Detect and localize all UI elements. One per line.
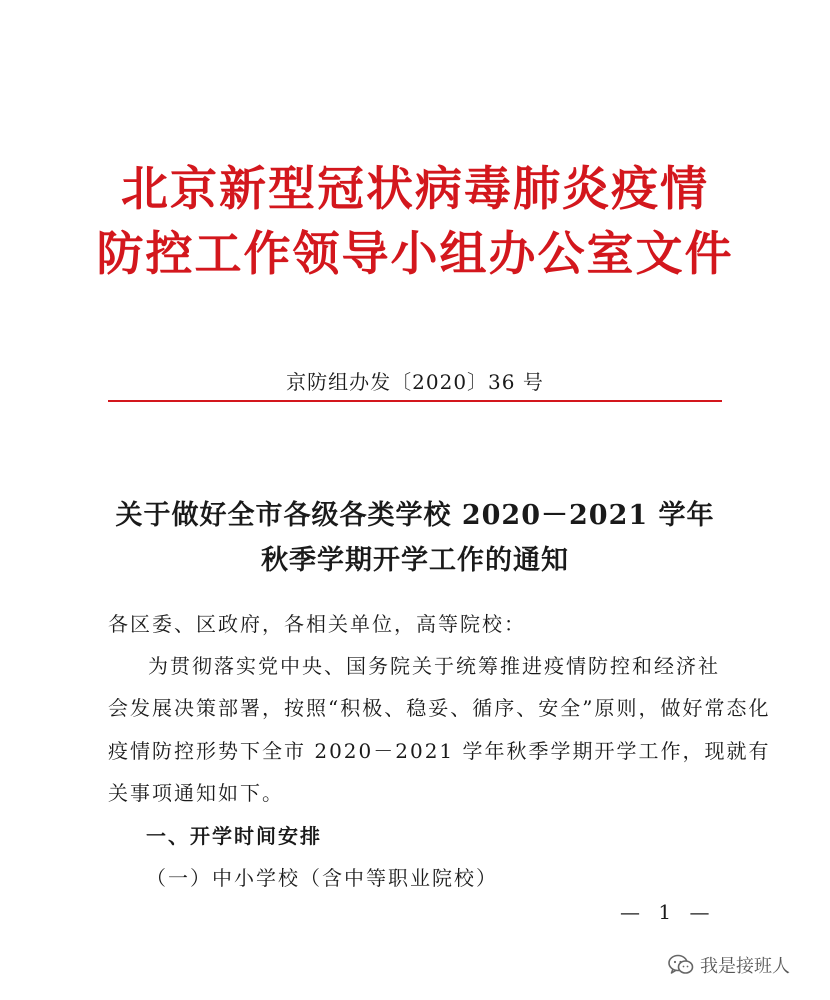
notice-title-line-1: 关于做好全市各级各类学校 2020－2021 学年 — [115, 500, 715, 531]
subsection-heading: （一）中小学校（含中等职业院校） — [146, 866, 498, 890]
body-line: 关事项通知如下。 — [108, 781, 284, 805]
masthead-line-1: 北京新型冠状病毒肺炎疫情 — [121, 162, 709, 217]
red-divider — [108, 400, 722, 402]
body-line: 会发展决策部署，按照“积极、稳妥、循序、安全”原则，做好常态化 — [108, 696, 771, 720]
document-number: 京防组办发〔2020〕36 号 — [286, 370, 544, 394]
watermark-text: 我是接班人 — [700, 956, 790, 977]
wechat-icon — [668, 954, 694, 976]
masthead-line-2: 防控工作领导小组办公室文件 — [96, 227, 734, 282]
body-line: 疫情防控形势下全市 2020－2021 学年秋季学期开学工作，现就有 — [108, 739, 771, 763]
watermark — [668, 952, 790, 978]
page-number: — 1 — — [620, 900, 716, 924]
notice-title-line-2: 秋季学期开学工作的通知 — [261, 545, 569, 576]
body-line: 为贯彻落实党中央、国务院关于统筹推进疫情防控和经济社 — [148, 654, 720, 678]
section-heading: 一、开学时间安排 — [146, 824, 322, 848]
addressee: 各区委、区政府，各相关单位，高等院校： — [108, 612, 526, 636]
